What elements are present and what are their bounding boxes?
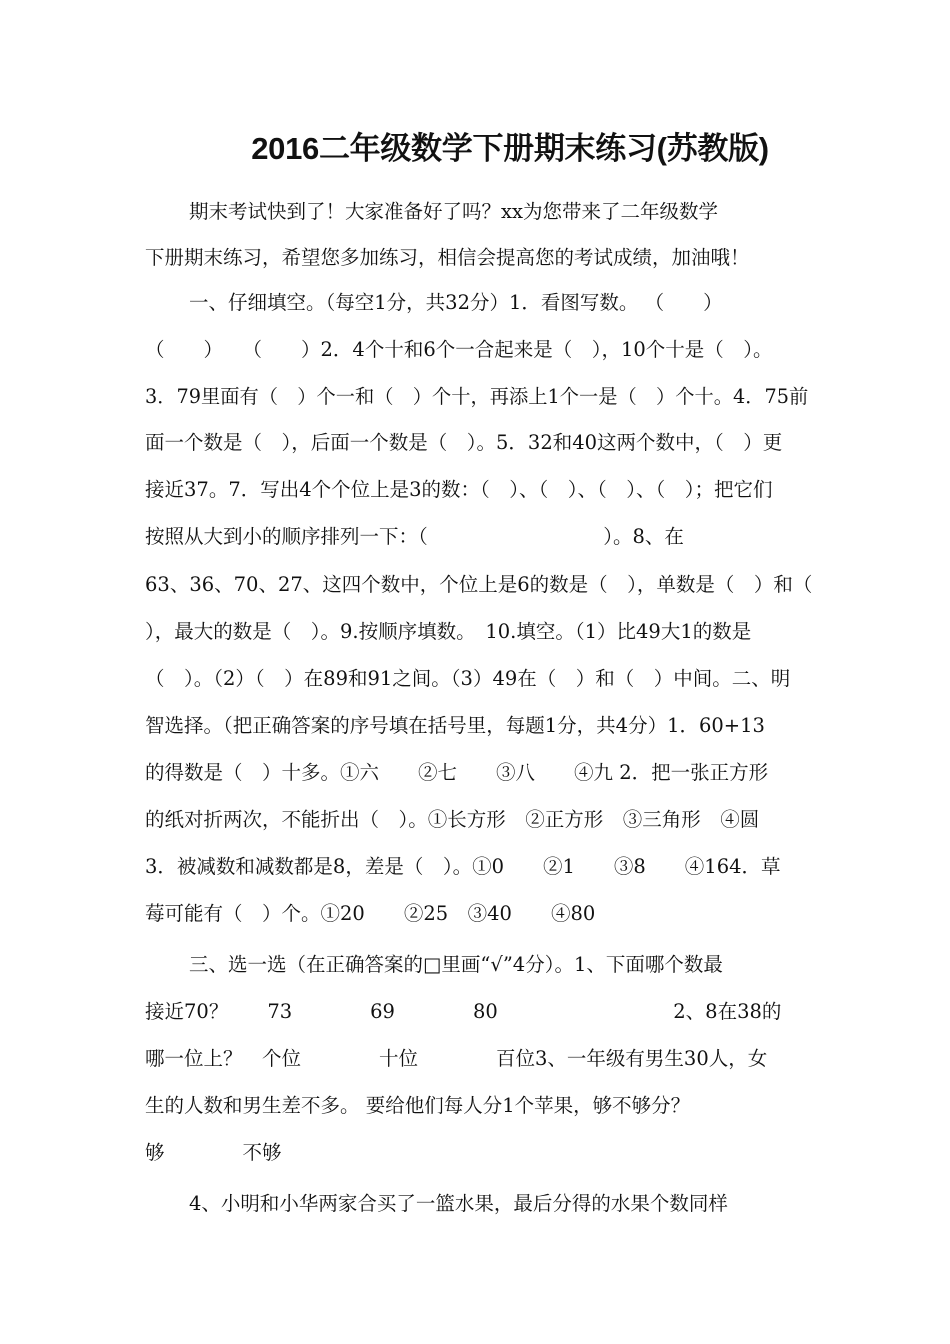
paragraph-line: ），最大的数是（ ）。9.按顺序填数。 10.填空。（1）比49大1的数是 xyxy=(145,620,752,643)
paragraph-line: （ ） （ ）2．4个十和6个一合起来是（ ），10个十是（ ）。 xyxy=(145,338,773,361)
paragraph-line: 4、小明和小华两家合买了一篮水果，最后分得的水果个数同样 xyxy=(189,1192,728,1215)
paragraph-line: 够 不够 xyxy=(145,1141,282,1164)
paragraph-line: 期末考试快到了！大家准备好了吗？xx为您带来了二年级数学 xyxy=(189,200,718,223)
paragraph-line: 莓可能有（ ）个。①20 ②25 ③40 ④80 xyxy=(145,902,596,925)
paragraph-line: 三、选一选（在正确答案的□里画“√”4分）。1、下面哪个数最 xyxy=(189,953,723,976)
paragraph-line: 3．被减数和减数都是8，差是（ ）。①0 ②1 ③8 ④164．草 xyxy=(145,855,781,878)
paragraph-line: 智选择。（把正确答案的序号填在括号里，每题1分，共4分）1．60+13 xyxy=(145,714,765,737)
paragraph-line: 的得数是（ ）十多。①六 ②七 ③八 ④九 2．把一张正方形 xyxy=(145,761,769,784)
paragraph-line: 3．79里面有（ ）个一和（ ）个十，再添上1个一是（ ）个十。4．75前 xyxy=(145,385,809,408)
paragraph-line: 哪一位上？ 个位 十位 百位3、一年级有男生30人，女 xyxy=(145,1047,768,1070)
paragraph-line: 接近37。7．写出4个个位上是3的数：（ ）、（ ）、（ ）、（ ）；把它们 xyxy=(145,478,773,501)
document-title: 2016二年级数学下册期末练习(苏教版) xyxy=(251,131,769,166)
paragraph-line: （ ）。（2）（ ）在89和91之间。（3）49在（ ）和（ ）中间。二、明 xyxy=(145,667,791,690)
paragraph-line: 63、36、70、27、这四个数中，个位上是6的数是（ ），单数是（ ）和（ xyxy=(145,573,813,596)
paragraph-line: 按照从大到小的顺序排列一下：（ ）。8、在 xyxy=(145,525,684,548)
paragraph-line: 一、仔细填空。（每空1分，共32分）1．看图写数。 （ ） xyxy=(189,291,723,314)
paragraph-line: 接近70？ 73 69 80 2、8在38的 xyxy=(145,1000,782,1023)
paragraph-line: 下册期末练习，希望您多加练习，相信会提高您的考试成绩，加油哦！ xyxy=(145,246,750,269)
paragraph-line: 生的人数和男生差不多。 要给他们每人分1个苹果，够不够分？ xyxy=(145,1094,691,1117)
paragraph-line: 的纸对折两次，不能折出（ ）。①长方形 ②正方形 ③三角形 ④圆 xyxy=(145,808,760,831)
paragraph-line: 面一个数是（ ），后面一个数是（ ）。5．32和40这两个数中，（ ）更 xyxy=(145,431,783,454)
